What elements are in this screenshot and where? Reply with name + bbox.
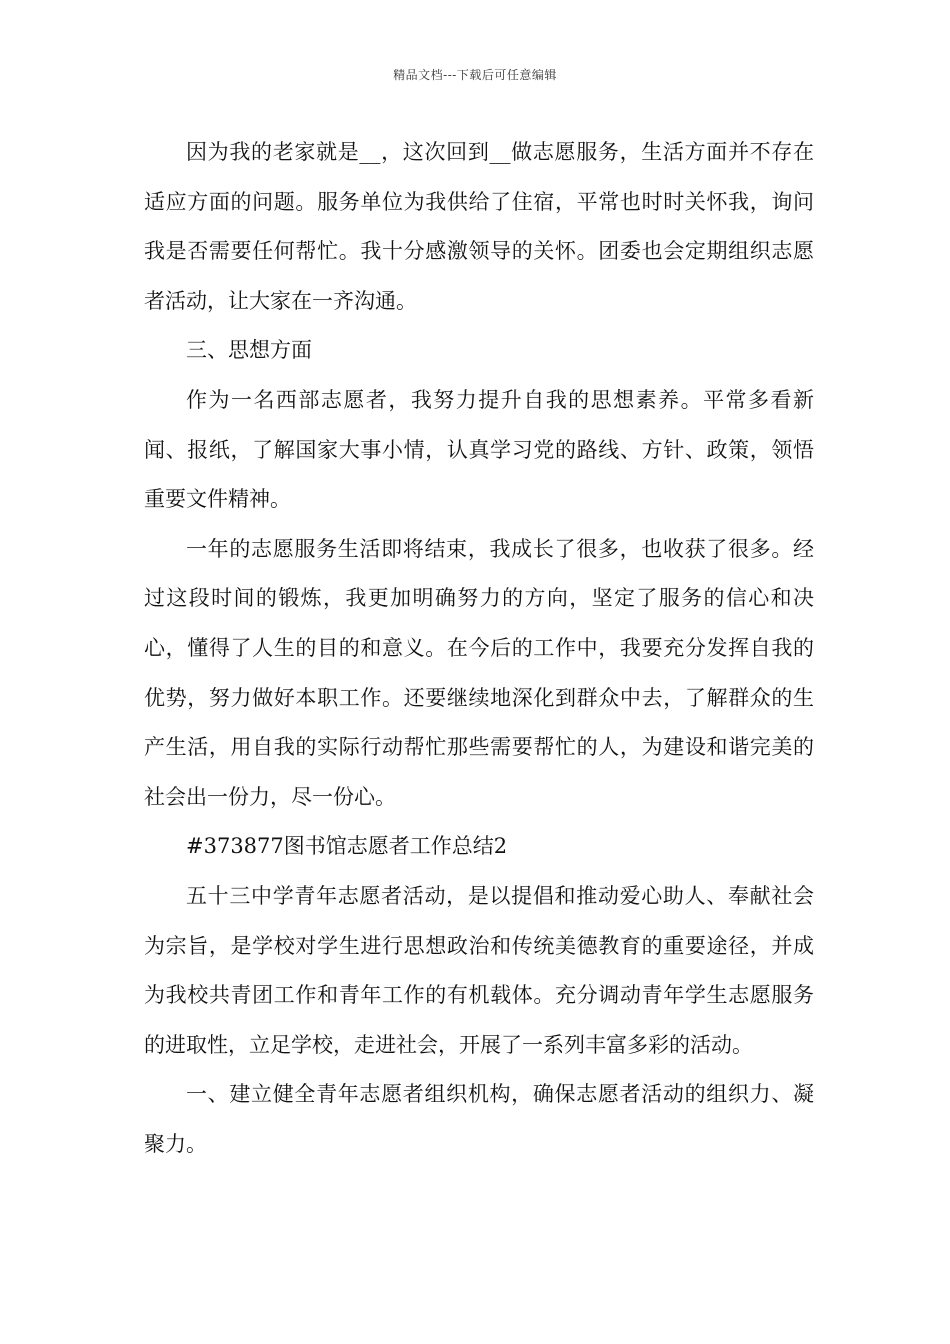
paragraph-thought: 作为一名西部志愿者，我努力提升自我的思想素养。平常多看新闻、报纸，了解国家大事小情，认真学习党的路线、方针、政策，领悟重要文件精神。 <box>144 387 814 512</box>
paragraph-living-conditions: 因为我的老家就是__，这次回到__做志愿服务，生活方面并不存在适应方面的问题。服务单位为我供给了住宿，平常也时时关怀我，询问我是否需要任何帮忙。我十分感激领导的关怀。团委也会定期组织志愿者活动，让大家在一齐沟通。 <box>144 140 814 313</box>
document-title-2: #373877图书馆志愿者工作总结2 <box>186 834 508 859</box>
page-header: 精品文档---下载后可任意编辑 <box>393 68 557 82</box>
paragraph-school-activities: 五十三中学青年志愿者活动，是以提倡和推动爱心助人、奉献社会为宗旨，是学校对学生进行思想政治和传统美德教育的重要途径，并成为我校共青团工作和青年工作的有机载体。充分调动青年学生志愿服务的进取性，立足学校，走进社会，开展了一系列丰富多彩的活动。 <box>144 883 814 1057</box>
document-body <box>144 128 814 1169</box>
section-heading-thought: 三、思想方面 <box>186 338 312 363</box>
paragraph-summary: 一年的志愿服务生活即将结束，我成长了很多，也收获了很多。经过这段时间的锻炼，我更加明确努力的方向，坚定了服务的信心和决心，懂得了人生的目的和意义。在今后的工作中，我要充分发挥自我的优势，努力做好本职工作。还要继续地深化到群众中去，了解群众的生产生活，用自我的实际行动帮忙那些需要帮忙的人，为建设和谐完美的社会出一份力，尽一份心。 <box>144 536 814 809</box>
paragraph-organization: 一、建立健全青年志愿者组织机构，确保志愿者活动的组织力、凝聚力。 <box>144 1082 814 1156</box>
